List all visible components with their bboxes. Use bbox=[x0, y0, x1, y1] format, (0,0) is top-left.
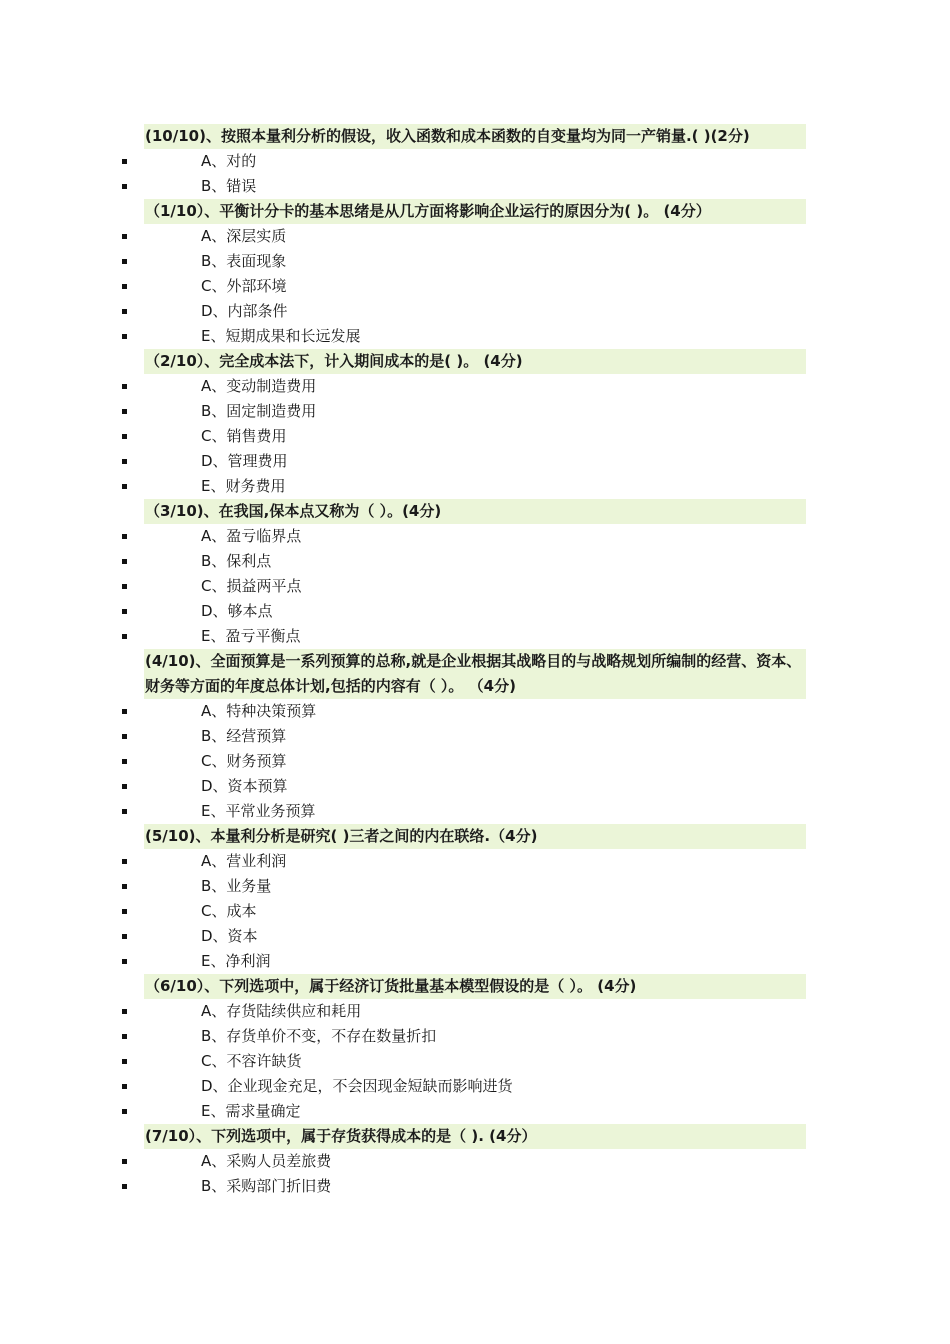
question-title: (4/10)、全面预算是一系列预算的总称,就是企业根据其战略目的与战略规划所编制的经营、资本、财务等方面的年度总体计划,包括的内容有（ ）。 （4分) bbox=[144, 649, 806, 699]
option-label: A、变动制造费用 bbox=[201, 377, 317, 395]
option-item bbox=[0, 424, 950, 449]
option-label: D、资本 bbox=[201, 927, 258, 945]
question-title: (10/10)、按照本量利分析的假设，收入函数和成本函数的自变量均为同一产销量.( )(2分) bbox=[144, 124, 806, 149]
option-label: E、财务费用 bbox=[201, 477, 286, 495]
option-label: B、错误 bbox=[201, 177, 257, 195]
square-bullet-icon bbox=[122, 584, 127, 589]
option-label: A、营业利润 bbox=[201, 852, 287, 870]
square-bullet-icon bbox=[122, 1184, 127, 1189]
square-bullet-icon bbox=[122, 259, 127, 264]
question-title: (5/10)、本量利分析是研究( )三者之间的内在联络.（4分) bbox=[144, 824, 806, 849]
option-item bbox=[0, 699, 950, 724]
option-item bbox=[0, 724, 950, 749]
question-title: (7/10）、下列选项中，属于存货获得成本的是（ ). (4分） bbox=[144, 1124, 806, 1149]
square-bullet-icon bbox=[122, 884, 127, 889]
option-item bbox=[0, 1074, 950, 1099]
question-title: （2/10）、完全成本法下，计入期间成本的是( )。 (4分) bbox=[144, 349, 806, 374]
option-label: B、采购部门折旧费 bbox=[201, 1177, 332, 1195]
square-bullet-icon bbox=[122, 384, 127, 389]
option-label: C、损益两平点 bbox=[201, 577, 302, 595]
option-label: A、对的 bbox=[201, 152, 257, 170]
square-bullet-icon bbox=[122, 234, 127, 239]
option-label: A、盈亏临界点 bbox=[201, 527, 302, 545]
option-label: A、特种决策预算 bbox=[201, 702, 317, 720]
question-title: （3/10)、在我国,保本点又称为（ ）。(4分) bbox=[144, 499, 806, 524]
option-item bbox=[0, 949, 950, 974]
option-item bbox=[0, 474, 950, 499]
option-item bbox=[0, 874, 950, 899]
square-bullet-icon bbox=[122, 409, 127, 414]
option-item bbox=[0, 574, 950, 599]
option-item bbox=[0, 174, 950, 199]
option-item bbox=[0, 399, 950, 424]
option-label: A、深层实质 bbox=[201, 227, 287, 245]
option-item bbox=[0, 324, 950, 349]
option-item bbox=[0, 1024, 950, 1049]
option-label: A、采购人员差旅费 bbox=[201, 1152, 332, 1170]
option-item bbox=[0, 924, 950, 949]
option-item bbox=[0, 1049, 950, 1074]
option-label: B、保利点 bbox=[201, 552, 272, 570]
question-title: （6/10）、下列选项中，属于经济订货批量基本模型假设的是（ ）。 (4分) bbox=[144, 974, 806, 999]
option-label: D、管理费用 bbox=[201, 452, 288, 470]
option-item bbox=[0, 224, 950, 249]
square-bullet-icon bbox=[122, 284, 127, 289]
square-bullet-icon bbox=[122, 909, 127, 914]
option-item bbox=[0, 599, 950, 624]
square-bullet-icon bbox=[122, 1159, 127, 1164]
option-item bbox=[0, 449, 950, 474]
option-label: B、经营预算 bbox=[201, 727, 287, 745]
option-label: B、存货单价不变，不存在数量折扣 bbox=[201, 1027, 437, 1045]
option-label: E、净利润 bbox=[201, 952, 271, 970]
square-bullet-icon bbox=[122, 434, 127, 439]
square-bullet-icon bbox=[122, 759, 127, 764]
square-bullet-icon bbox=[122, 734, 127, 739]
square-bullet-icon bbox=[122, 559, 127, 564]
option-item bbox=[0, 249, 950, 274]
option-item bbox=[0, 624, 950, 649]
option-label: B、固定制造费用 bbox=[201, 402, 317, 420]
square-bullet-icon bbox=[122, 809, 127, 814]
option-label: B、业务量 bbox=[201, 877, 272, 895]
square-bullet-icon bbox=[122, 159, 127, 164]
option-label: C、外部环境 bbox=[201, 277, 287, 295]
square-bullet-icon bbox=[122, 1084, 127, 1089]
square-bullet-icon bbox=[122, 634, 127, 639]
option-label: D、够本点 bbox=[201, 602, 273, 620]
option-item bbox=[0, 1099, 950, 1124]
square-bullet-icon bbox=[122, 959, 127, 964]
square-bullet-icon bbox=[122, 309, 127, 314]
square-bullet-icon bbox=[122, 184, 127, 189]
square-bullet-icon bbox=[122, 1109, 127, 1114]
option-item bbox=[0, 1149, 950, 1174]
option-item bbox=[0, 1174, 950, 1199]
square-bullet-icon bbox=[122, 609, 127, 614]
square-bullet-icon bbox=[122, 1009, 127, 1014]
option-label: E、短期成果和长远发展 bbox=[201, 327, 361, 345]
option-label: D、资本预算 bbox=[201, 777, 288, 795]
option-item bbox=[0, 849, 950, 874]
option-item bbox=[0, 899, 950, 924]
option-label: B、表面现象 bbox=[201, 252, 287, 270]
option-item bbox=[0, 524, 950, 549]
option-label: E、平常业务预算 bbox=[201, 802, 316, 820]
quiz-document bbox=[0, 124, 950, 1199]
option-label: C、销售费用 bbox=[201, 427, 287, 445]
option-item bbox=[0, 999, 950, 1024]
question-title: （1/10）、平衡计分卡的基本思绪是从几方面将影响企业运行的原因分为( )。 (4分） bbox=[144, 199, 806, 224]
option-label: C、成本 bbox=[201, 902, 257, 920]
option-item bbox=[0, 299, 950, 324]
square-bullet-icon bbox=[122, 934, 127, 939]
option-label: D、内部条件 bbox=[201, 302, 288, 320]
square-bullet-icon bbox=[122, 534, 127, 539]
option-label: E、盈亏平衡点 bbox=[201, 627, 301, 645]
square-bullet-icon bbox=[122, 859, 127, 864]
option-item bbox=[0, 149, 950, 174]
option-label: A、存货陆续供应和耗用 bbox=[201, 1002, 362, 1020]
option-item bbox=[0, 274, 950, 299]
square-bullet-icon bbox=[122, 1034, 127, 1039]
square-bullet-icon bbox=[122, 484, 127, 489]
option-item bbox=[0, 774, 950, 799]
option-item bbox=[0, 374, 950, 399]
square-bullet-icon bbox=[122, 1059, 127, 1064]
square-bullet-icon bbox=[122, 459, 127, 464]
option-item bbox=[0, 549, 950, 574]
option-item bbox=[0, 799, 950, 824]
square-bullet-icon bbox=[122, 709, 127, 714]
square-bullet-icon bbox=[122, 334, 127, 339]
square-bullet-icon bbox=[122, 784, 127, 789]
option-label: C、不容许缺货 bbox=[201, 1052, 302, 1070]
option-label: D、企业现金充足，不会因现金短缺而影响进货 bbox=[201, 1077, 513, 1095]
option-label: C、财务预算 bbox=[201, 752, 287, 770]
option-item bbox=[0, 749, 950, 774]
option-label: E、需求量确定 bbox=[201, 1102, 301, 1120]
